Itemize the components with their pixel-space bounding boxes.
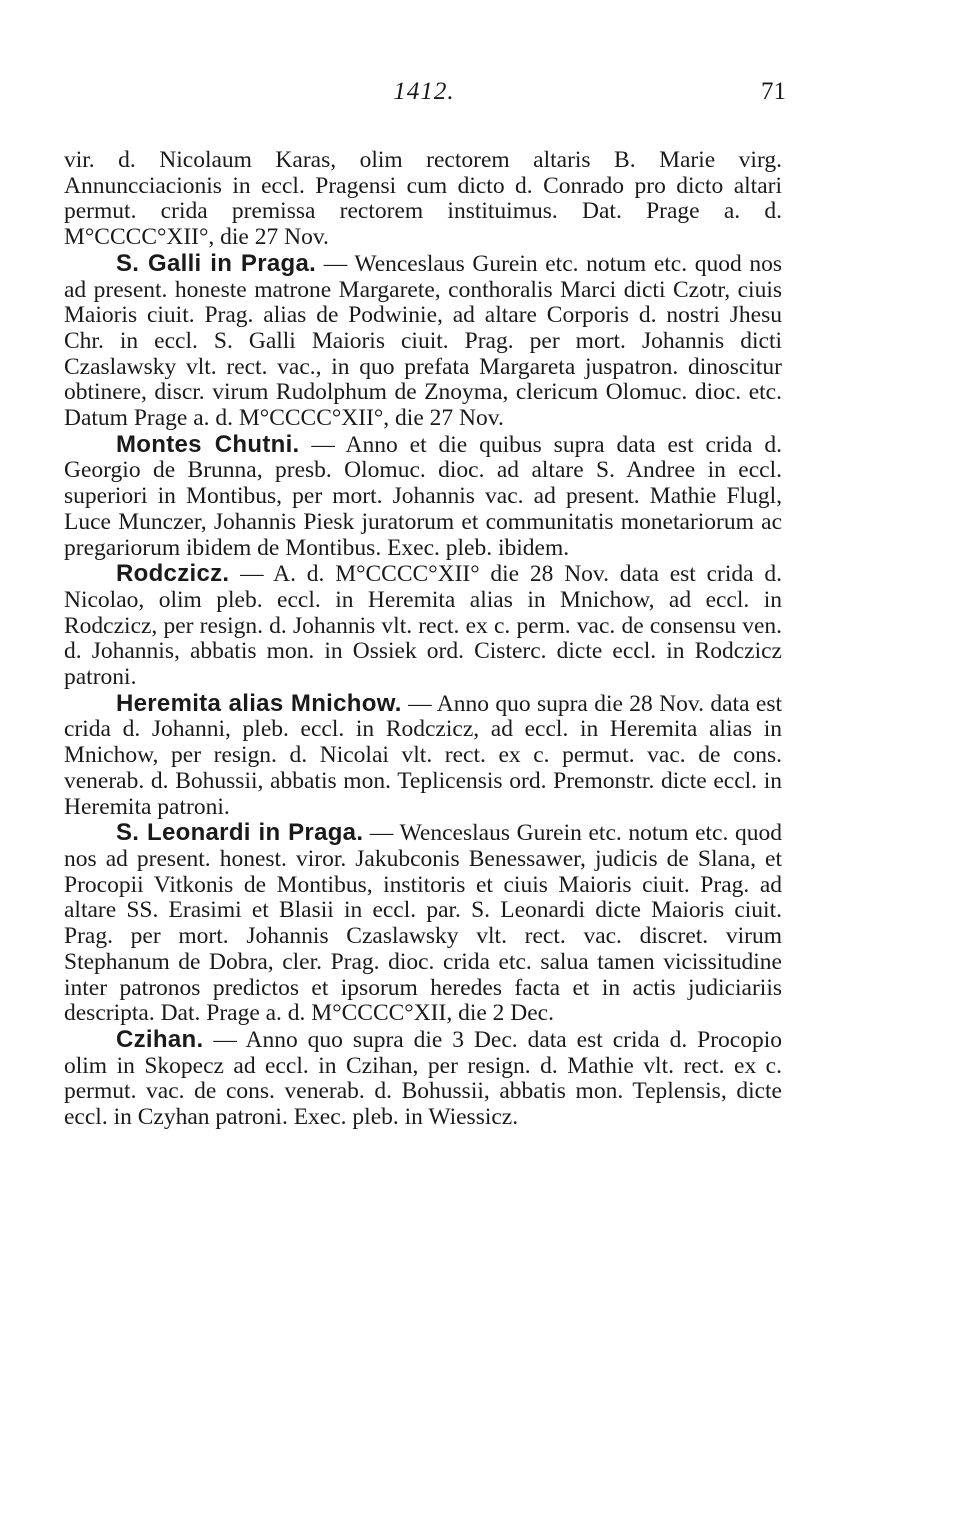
entry-continuation — [64, 148, 782, 251]
entry-s-leonardi — [64, 820, 782, 1027]
entry-rodczicz — [64, 561, 782, 691]
entry-heading: S. Galli in Praga. — [116, 249, 317, 277]
entry-montes-chutni — [64, 432, 782, 562]
entry-heading: Heremita alias Mnichow. — [116, 689, 402, 717]
entry-heading: Rodczicz. — [116, 560, 230, 588]
entry-heading: Czihan. — [116, 1025, 204, 1053]
entry-czihan — [64, 1027, 782, 1131]
entry-text: — Anno quo supra die 3 Dec. data est crida d. Procopio olim in Skopecz ad eccl. in Czihan, per resign. d. Mathie vlt. rect. ex c. permut. vac. de cons. venerab. d. Bohussii, abbatis mon. Teplensis, dicte eccl. in Czyhan patroni. Exec. pleb. in Wiessicz. — [64, 1026, 782, 1131]
entry-heading: S. Leonardi in Praga. — [116, 819, 364, 847]
entry-text: — A. d. M°CCCC°XII° die 28 Nov. data est crida d. Nicolao, olim pleb. eccl. in Heremita alias in Mnichow, ad eccl. in Rodczicz, per resign. d. Johannis vlt. rect. ex c. perm. vac. de consensu ven. d. Johannis, abbatis mon. in Ossiek ord. Cisterc. dicte eccl. in Rodczicz patroni. — [64, 561, 782, 691]
document-body — [64, 148, 782, 1131]
entry-text: — Wenceslaus Gurein etc. notum etc. quod nos ad present. honest. viror. Jakubconis Benessawer, judicis de Slana, et Procopii Vitkonis de Montibus, institoris et ciuis Maioris ciuit. Prag. ad altare SS. Erasimi et Blasii in eccl. par. S. Leonardi dicte Maioris ciuit. Prag. per mort. Johannis Czaslawsky vlt. rect. vac. discret. virum Stephanum de Dobra, cler. Prag. dioc. crida etc. salua tamen vicissitudine inter patronos predictos et ipsorum heredes facta et in actis judiciariis descripta. Dat. Prage a. d. M°CCCC°XII, die 2 Dec. — [64, 820, 782, 1027]
running-head — [64, 78, 784, 118]
entry-text: — Anno quo supra die 28 Nov. data est crida d. Johanni, pleb. eccl. in Rodczicz, ad eccl. in Heremita alias in Mnichow, per resign. d. Nicolai vlt. rect. ex c. permut. vac. de cons. venerab. d. Bohussii, abbatis mon. Teplicensis ord. Premonstr. dicte eccl. in Heremita patroni. — [64, 690, 782, 820]
entry-heremita — [64, 691, 782, 821]
page-year-heading: 1412. — [393, 78, 455, 105]
entry-text: — Wenceslaus Gurein etc. notum etc. quod nos ad present. honeste matrone Margarete, conthoralis Marci dicti Czotr, ciuis Maioris ciuit. Prag. alias de Podwinie, ad altare Corporis d. nostri Jhesu Chr. in eccl. S. Galli Maioris ciuit. Prag. per mort. Johannis dicti Czaslawsky vlt. rect. vac., in quo prefata Margareta juspatron. dinoscitur obtinere, discr. virum Rudolphum de Znoyma, clericum Olomuc. dioc. etc. Datum Prage a. d. M°CCCC°XII°, die 27 Nov. — [64, 250, 782, 432]
entry-text: — Anno et die quibus supra data est crida d. Georgio de Brunna, presb. Olomuc. dioc. ad altare S. Andree in eccl. superiori in Montibus, per mort. Johannis vac. ad present. Mathie Flugl, Luce Munczer, Johannis Piesk juratorum et communitatis monetariorum ac pregariorum ibidem de Montibus. Exec. pleb. ibidem. — [64, 431, 782, 561]
entry-text: vir. d. Nicolaum Karas, olim rectorem altaris B. Marie virg. Annuncciacionis in eccl. Pragensi cum dicto d. Conrado pro dicto altari permut. crida premissa rectorem instituimus. Dat. Prage a. d. M°CCCC°XII°, die 27 Nov. — [64, 147, 782, 251]
entry-s-galli — [64, 251, 782, 432]
entry-heading: Montes Chutni. — [116, 430, 300, 458]
page-number: 71 — [761, 78, 786, 105]
